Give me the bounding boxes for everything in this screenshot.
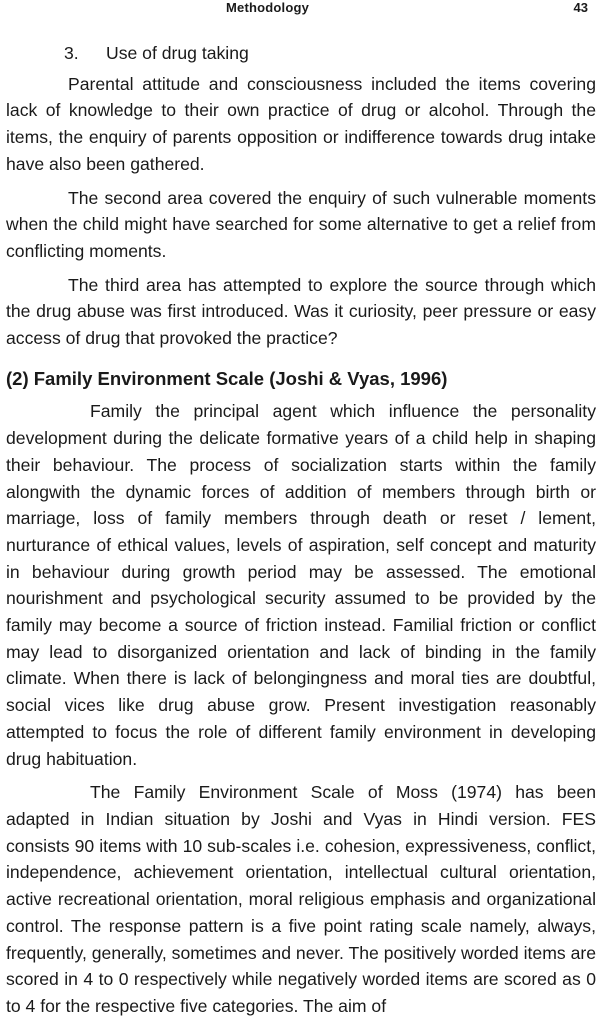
page-number: 43 [573,0,588,15]
list-item [6,40,596,67]
list-item-text: Use of drug taking [106,43,249,63]
paragraph-second-area: The second area covered the enquiry of such vulnerable moments when the child might have searched for some alternative to get a relief from conflicting moments. [6,187,596,261]
paragraph-fes-description: The Family Environment Scale of Moss (1974) has been adapted in Indian situation by Joshi and Vyas in Hindi version. FES consists 90 items with 10 sub-scales i.e. cohesion, expressiveness, conflict, independence, achievement orientation, intellectual cultural orientation, active recreational orientation, moral religious emphasis and organizational control. The response pattern is a five point rating scale namely, always, frequently, generally, sometimes and never. The positively worded items are scored in 4 to 0 respectively while negatively worded items are scored as 0 to 4 for the respective five categories. The aim of [6,782,596,1016]
paragraph-family-role: Family the principal agent which influence the personality development during the delicate formative years of a child help in shaping their behaviour. The process of socialization starts within the family alongwith the dynamic forces of addition of members through birth or marriage, loss of family members through death or reset / lement, nurturance of ethical values, levels of aspiration, self concept and maturity in behaviour during growth period may be assessed. The emotional nourishment and psychological security assumed to be provided by the family may become a source of friction instead. Familial friction or conflict may lead to disorganized orientation and lack of binding in the family climate. When there is lack of belongingness and moral ties are doubtful, social vices like drug abuse grow. Present investigation reasonably attempted to focus the role of different family environment in developing drug habituation. [6,401,596,769]
paragraph-third-area: The third area has attempted to explore the source through which the drug abuse was first introduced. Was it curiosity, peer pressure or easy access of drug that provoked the practice? [6,274,596,349]
section-heading: (2) Family Environment Scale (Joshi & Vyas, 1996) [6,367,448,389]
running-header [0,0,600,22]
list-item-number: 3. [64,43,79,63]
running-title: Methodology [226,0,310,15]
paragraph-parental-attitude: Parental attitude and consciousness included the items covering lack of knowledge to their own practice of drug or alcohol. Through the items, the enquiry of parents opposition or indifference towards drug intake have also been gathered. [6,73,596,174]
body-text [6,40,596,1027]
